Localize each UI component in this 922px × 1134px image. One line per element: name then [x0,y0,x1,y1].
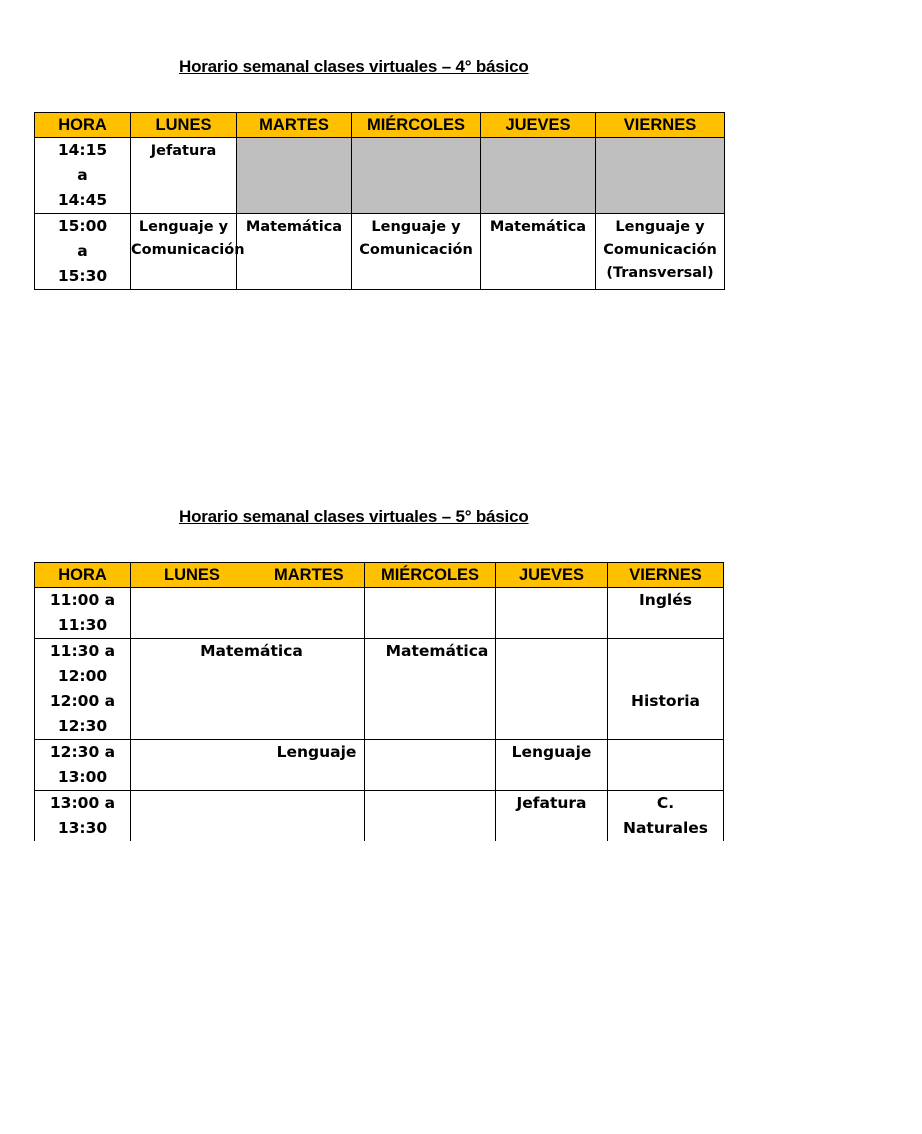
hora-line: 13:00 [57,768,108,786]
table-row [35,588,724,639]
header-lunes: LUNES [131,113,237,138]
hora-cell [35,588,131,639]
hora-line: a [77,242,88,260]
lunes-martes-cell: Lenguaje [131,740,365,791]
hora-line: 11:00 a [49,591,116,609]
table-header-row [35,563,724,588]
jueves-cell: Lenguaje [496,740,608,791]
subject-text: Inglés [639,591,692,609]
header-martes: MARTES [274,566,344,584]
subject-text: Naturales [622,819,709,837]
subject-text: (Transversal) [606,265,714,281]
viernes-cell [608,740,724,791]
hora-line: 14:45 [57,191,108,209]
subject-text: Lenguaje y [371,219,461,235]
header-viernes: VIERNES [596,113,725,138]
subject-text: Matemática [245,219,343,235]
miercoles-cell-empty [352,138,481,214]
martes-cell-empty [237,138,352,214]
jueves-cell [496,588,608,639]
schedule-table-5-basico [34,562,724,841]
hora-line: 12:00 a [49,692,116,710]
table-row [35,791,724,842]
subject-text: Jefatura [150,143,217,159]
subject-text: C. [656,794,675,812]
hora-line: 13:00 a [49,794,116,812]
hora-line: 15:30 [57,267,108,285]
hora-line: 12:30 [57,717,108,735]
subject-text: Historia [631,692,700,710]
subject-text: Matemática [489,219,587,235]
hora-line: 12:30 a [49,743,116,761]
viernes-cell [596,214,725,290]
header-lunes-martes [131,563,365,588]
schedule-title-4-basico: Horario semanal clases virtuales – 4° básico [179,57,529,76]
viernes-cell [608,639,724,740]
header-hora: HORA [35,563,131,588]
lunes-martes-cell: Matemática [131,639,365,740]
subject-text: Lenguaje y [138,219,229,235]
hora-cell [35,740,131,791]
header-miercoles: MIÉRCOLES [352,113,481,138]
header-hora: HORA [35,113,131,138]
jueves-cell [481,214,596,290]
hora-cell [35,791,131,842]
miercoles-cell: Matemática [365,639,496,740]
hora-line: 14:15 [57,141,108,159]
header-lunes: LUNES [164,566,220,584]
header-jueves: JUEVES [481,113,596,138]
martes-cell [237,214,352,290]
hora-line: 13:30 [57,819,108,837]
miercoles-cell [365,740,496,791]
lunes-cell [131,214,245,290]
header-viernes: VIERNES [608,563,724,588]
subject-text: Comunicación [359,242,473,258]
miercoles-cell [365,791,496,842]
lunes-martes-cell [131,588,365,639]
hora-cell [35,138,131,214]
schedule-title-5-basico: Horario semanal clases virtuales – 5° básico [179,507,529,526]
schedule-table-4-basico [34,112,725,290]
table-row [35,214,725,290]
subject-text: Lenguaje y [615,219,705,235]
hora-line: a [77,166,88,184]
viernes-cell [608,791,724,842]
table-header-row [35,113,725,138]
lunes-cell [131,138,237,214]
jueves-cell: Jefatura [496,791,608,842]
jueves-cell-empty [481,138,596,214]
hora-line: 11:30 a [49,642,116,660]
subject-text [608,664,723,689]
hora-cell [35,214,131,290]
hora-cell [35,639,131,740]
miercoles-cell [365,588,496,639]
table-row [35,138,725,214]
lunes-martes-cell [131,791,365,842]
viernes-cell-empty [596,138,725,214]
header-jueves: JUEVES [496,563,608,588]
subject-text: Comunicación [603,242,717,258]
subject-text: Comunicación [131,242,245,258]
hora-line: 15:00 [57,217,108,235]
table-row [35,740,724,791]
hora-line: 11:30 [57,616,108,634]
viernes-cell [608,588,724,639]
jueves-cell [496,639,608,740]
miercoles-cell [352,214,481,290]
subject-text [608,639,723,664]
header-martes: MARTES [237,113,352,138]
table-row [35,639,724,740]
hora-line: 12:00 [57,667,108,685]
header-miercoles: MIÉRCOLES [365,563,496,588]
